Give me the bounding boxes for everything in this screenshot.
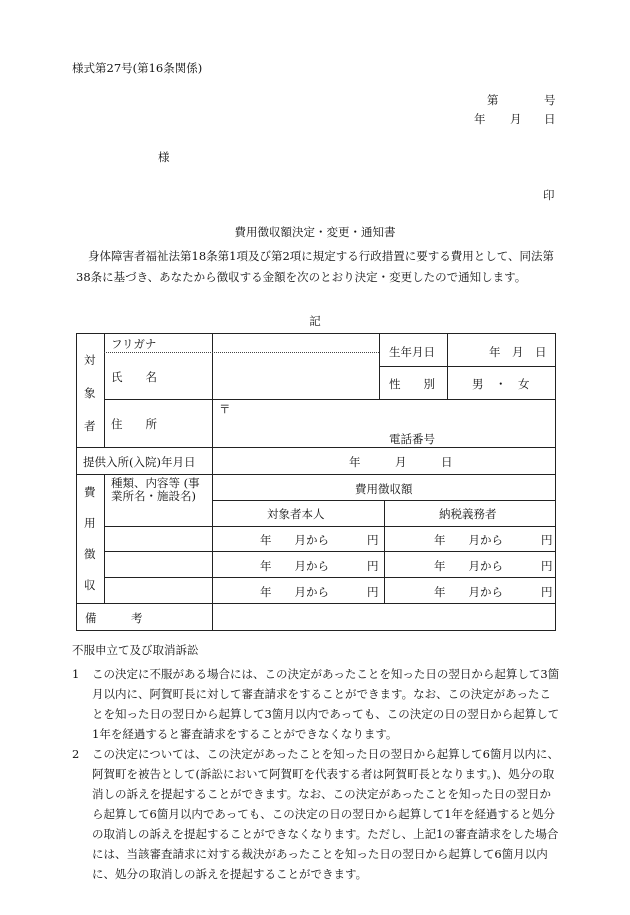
subject-char: 対 bbox=[84, 353, 96, 367]
cost-char: 用 bbox=[84, 516, 96, 530]
gender-value: 男 ・ 女 bbox=[472, 377, 530, 391]
self-period: 年 月から bbox=[260, 585, 329, 599]
admission-value: 年 月 日 bbox=[349, 455, 453, 469]
tax-period: 年 月から bbox=[434, 533, 503, 547]
birthdate-value: 年 月 日 bbox=[489, 345, 547, 359]
subject-char: 象 bbox=[84, 386, 96, 400]
furigana-separator bbox=[104, 352, 379, 353]
tax-period: 年 月から bbox=[434, 559, 503, 573]
gender-label: 性 別 bbox=[389, 377, 435, 391]
taxpayer-header: 納税義務者 bbox=[439, 507, 497, 521]
furigana-label: フリガナ bbox=[111, 337, 157, 351]
form-number: 様式第27号(第16条関係) bbox=[72, 61, 203, 75]
divider bbox=[104, 551, 556, 552]
phone-label: 電話番号 bbox=[389, 432, 435, 446]
divider bbox=[77, 447, 556, 448]
remarks-label: 備 考 bbox=[85, 611, 143, 625]
self-unit: 円 bbox=[367, 533, 379, 547]
self-header: 対象者本人 bbox=[267, 507, 325, 521]
cost-char: 費 bbox=[84, 485, 96, 499]
divider bbox=[104, 399, 556, 400]
document-number-unit: 号 bbox=[544, 93, 556, 107]
cost-char: 収 bbox=[84, 578, 96, 592]
appeal-number: 2 bbox=[72, 747, 80, 761]
appeal-heading: 不服申立て及び取消訴訟 bbox=[72, 643, 199, 657]
name-label: 氏 名 bbox=[111, 370, 157, 384]
self-unit: 円 bbox=[367, 559, 379, 573]
birthdate-label: 生年月日 bbox=[389, 345, 435, 359]
date-year-label: 年 bbox=[474, 112, 486, 126]
divider bbox=[104, 334, 105, 447]
divider bbox=[379, 366, 556, 367]
seal-mark: 印 bbox=[543, 188, 555, 202]
document-number-label: 第 bbox=[487, 93, 499, 107]
divider bbox=[104, 474, 105, 603]
divider bbox=[104, 526, 556, 527]
divider bbox=[77, 603, 556, 604]
date-month-label: 月 bbox=[510, 112, 522, 126]
fee-table bbox=[76, 333, 556, 631]
tax-unit: 円 bbox=[541, 559, 553, 573]
tax-unit: 円 bbox=[541, 533, 553, 547]
record-label: 記 bbox=[309, 314, 321, 328]
body-text: 身体障害者福祉法第18条第1項及び第2項に規定する行政措置に要する費用として、同法第38条に基づき、あなたから徴収する金額を次のとおり決定・変更したので通知します。 bbox=[76, 249, 555, 284]
cost-char: 徴 bbox=[84, 547, 96, 561]
self-unit: 円 bbox=[367, 585, 379, 599]
category-label: 種類、内容等 (事業所名・施設名) bbox=[111, 476, 200, 503]
tax-unit: 円 bbox=[541, 585, 553, 599]
appeal-text: この決定に不服がある場合には、この決定があったことを知った日の翌日から起算して3箇月以内に、阿賀町長に対して審査請求をすることができます。なお、この決定があったことを知った日の翌日から起算して3箇月以内であっても、この決定の日の翌日から起算して1年を経過すると審査請求をすることができなくなります。 bbox=[92, 667, 560, 741]
subject-char: 者 bbox=[84, 419, 96, 433]
fee-header: 費用徴収額 bbox=[355, 482, 413, 496]
divider bbox=[104, 577, 556, 578]
appeal-text: この決定については、この決定があったことを知った日の翌日から起算して6箇月以内に、阿賀町を被告として(訴訟において阿賀町を代表する者は阿賀町長となります。)、処分の取消しの訴えを提起することができます。なお、この決定があったことを知った日の翌日から起算して6箇月以内であっても、この決定の日の翌日から起算して1年を経過すると処分の取消しの訴えを提起することができなくなります。ただし、上記1の審査請求をした場合には、当該審査請求に対する裁決があったことを知った日の翌日から起算して6箇月以内に、処分の取消しの訴えを提起することができます。 bbox=[92, 747, 559, 881]
appeal-number: 1 bbox=[72, 667, 80, 681]
postal-mark: 〒 bbox=[219, 402, 231, 416]
appeal-item-2 bbox=[72, 744, 560, 884]
self-period: 年 月から bbox=[260, 533, 329, 547]
admission-label: 提供入所(入院)年月日 bbox=[83, 455, 196, 469]
divider bbox=[77, 474, 556, 475]
addressee-suffix: 様 bbox=[158, 150, 170, 164]
self-period: 年 月から bbox=[260, 559, 329, 573]
tax-period: 年 月から bbox=[434, 585, 503, 599]
body-paragraph bbox=[76, 246, 562, 288]
appeal-item-1 bbox=[72, 664, 560, 744]
address-label: 住 所 bbox=[111, 417, 157, 431]
divider bbox=[212, 500, 556, 501]
date-day-label: 日 bbox=[544, 112, 556, 126]
document-title: 費用徴収額決定・変更・通知書 bbox=[234, 225, 396, 239]
divider bbox=[212, 334, 213, 631]
